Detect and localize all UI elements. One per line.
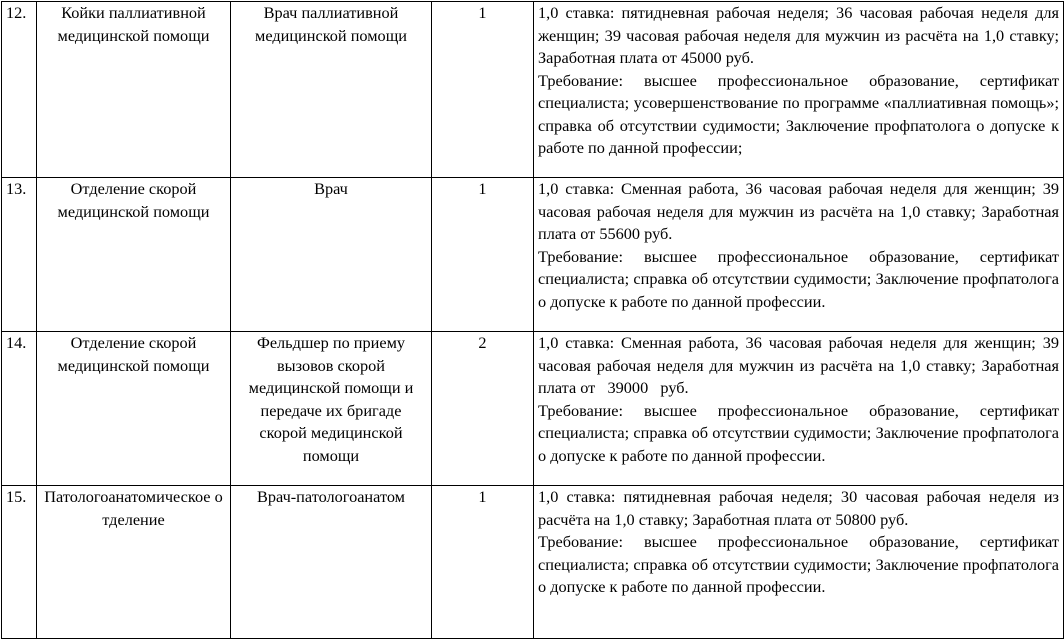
conditions-cell — [534, 332, 1064, 486]
table-row — [2, 2, 1064, 178]
conditions-cell — [534, 486, 1064, 639]
conditions-text: 1,0 ставка: пятидневная рабочая неделя; 30 часовая рабочая неделя из расчёта на 1,0 ставку; Заработная плата от 50800 руб. — [538, 487, 1059, 529]
count-cell: 1 — [432, 486, 534, 639]
count-cell: 2 — [432, 332, 534, 486]
table-row — [2, 486, 1064, 639]
position-cell: Фельдшер по приему вызовов скорой медицинской помощи и передаче их бригаде скорой медицинской помощи — [231, 332, 432, 486]
row-number: 15. — [2, 486, 37, 639]
department-cell: Отделение скорой медицинской помощи — [37, 332, 231, 486]
count-cell: 1 — [432, 2, 534, 178]
department-cell: Отделение скорой медицинской помощи — [37, 178, 231, 332]
requirements-text: Требование: высшее профессиональное образование, сертификат специалиста; справка об отсутствии судимости; Заключение профпатолога о допуске к работе по данной профессии. — [538, 400, 1059, 465]
conditions-text: 1,0 ставка: Сменная работа, 36 часовая рабочая неделя для женщин; 39 часовая рабочая неделя для мужчин из расчёта на 1,0 ставку; Заработная плата от 55600 руб. — [538, 179, 1059, 243]
position-cell: Врач — [231, 178, 432, 332]
position-cell: Врач-патологоанатом — [231, 486, 432, 639]
conditions-cell — [534, 178, 1064, 332]
table-row — [2, 332, 1064, 486]
row-number: 12. — [2, 2, 37, 178]
table-row — [2, 178, 1064, 332]
vacancies-table — [1, 1, 1064, 639]
department-text: Патологоанатомическое отделение — [44, 487, 223, 529]
department-cell — [37, 486, 231, 639]
requirements-text: Требование: высшее профессиональное образование, сертификат специалиста; справка об отсутствии судимости; Заключение профпатолога о допуске к работе по данной профессии. — [538, 532, 1059, 596]
department-cell: Койки паллиативной медицинской помощи — [37, 2, 231, 178]
count-cell: 1 — [432, 178, 534, 332]
requirements-text: Требование: высшее профессиональное образование, сертификат специалиста; справка об отсутствии судимости; Заключение профпатолога о допуске к работе по данной профессии. — [538, 246, 1059, 311]
row-number: 13. — [2, 178, 37, 332]
conditions-text: 1,0 ставка: пятидневная рабочая неделя; 36 часовая рабочая неделя для женщин; 39 часовая рабочая неделя для мужчин из расчёта на 1,0 ставку; Заработная плата от 45000 руб. — [538, 3, 1059, 67]
requirements-text: Требование: высшее профессиональное образование, сертификат специалиста; усовершенствование по программе «паллиативная помощь»; справка об отсутствии судимости; Заключение профпатолога о допуске к работе по данной профессии; — [538, 70, 1059, 157]
conditions-cell — [534, 2, 1064, 178]
position-cell: Врач паллиативной медицинской помощи — [231, 2, 432, 178]
row-number: 14. — [2, 332, 37, 486]
conditions-text: 1,0 ставка: Сменная работа, 36 часовая рабочая неделя для женщин; 39 часовая рабочая неделя для мужчин из расчёта на 1,0 ставку; Заработная плата от 39000 руб. — [538, 333, 1064, 397]
